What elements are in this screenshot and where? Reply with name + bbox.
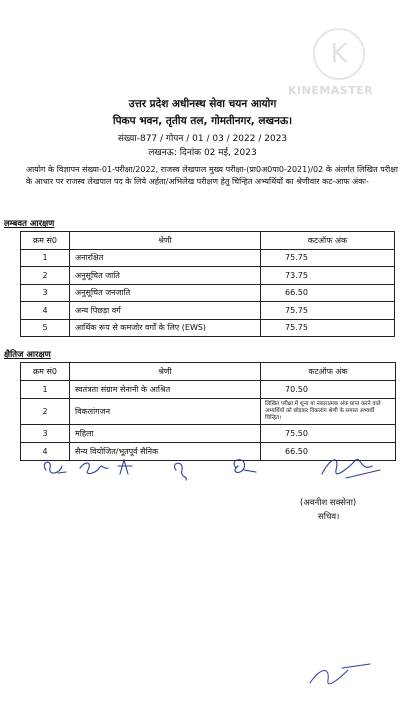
cutoff-cell: 73.75 [261,267,395,285]
category-cell: अनुसूचित जनजाति [70,284,261,302]
table-row [21,284,395,302]
vertical-cutoff-table [20,231,395,337]
col-header-category: श्रेणी [70,232,261,250]
signature-4 [174,463,186,480]
col-header-cutoff: कटऑफ अंक [261,232,395,250]
cutoff-cell: 66.50 [261,443,396,461]
signature-2 [80,463,108,474]
secretary-name: (अवनीश सक्सेना) [300,498,357,508]
cutoff-cell: 70.50 [261,381,396,399]
serial-cell: 4 [21,302,70,320]
horizontal-reservation-title: क्षैतिज आरक्षण [4,350,51,360]
category-cell: अन्य पिछड़ा वर्ग [70,302,261,320]
secretary-designation: सचिव। [318,512,340,522]
col-header-category: श्रेणी [70,363,261,381]
intro-paragraph: आयोग के विज्ञापन संख्या-01-परीक्षा/2022, राजस्व लेखपाल मुख्य परीक्षा-(प्रा0अ0पा0-2021)/02 के अंतर्गत लिखित परीक्षा के आधार पर राजस्व लेखपाल पद के लिये अर्हता/अभिलेख परीक्षण हेतु चिन्हित अभ्यर्थियों का श्रेणीवार कट-आफ अंकः- [26,165,398,186]
category-cell: आर्थिक रूप से कमजोर वर्गों के लिए (EWS) [70,319,261,337]
cutoff-cell: 75.75 [261,319,395,337]
category-cell: स्वतंत्रता संग्राम सेनानी के आश्रित [70,381,261,399]
logo-letter: K [330,39,348,69]
signature-1 [44,462,66,473]
initials-mark [300,648,380,698]
category-cell: अनुसूचित जाति [70,267,261,285]
table-row [21,267,395,285]
category-cell: अनारक्षित [70,249,261,267]
vertical-reservation-title: लम्बवत आरक्षण [4,219,55,229]
signature-5 [234,460,256,473]
col-header-serial: क्रम सं0 [21,232,70,250]
table-row [21,319,395,337]
kinemaster-logo-icon [313,28,365,80]
serial-cell: 5 [21,319,70,337]
category-cell: सैन्य वियोजित/भूतपूर्व सैनिक [70,443,261,461]
table-row [21,249,395,267]
letter-number: संख्या-877 / गोपन / 01 / 03 / 2022 / 2023 [117,134,288,144]
table-row [21,302,395,320]
member-signatures [0,440,405,500]
category-cell: विकलांगजन [70,399,261,425]
commission-address: पिकप भवन, तृतीय तल, गोमतीनगर, लखनऊ। [112,115,293,127]
cutoff-cell: 75.50 [261,425,396,443]
serial-cell: 1 [21,249,70,267]
serial-cell: 3 [21,425,70,443]
table-row [21,399,396,425]
col-header-serial: क्रम सं0 [21,363,70,381]
serial-cell: 2 [21,267,70,285]
letter-date: लखनऊ: दिनांक 02 मई, 2023 [148,148,257,158]
table-header-row [21,232,395,250]
serial-cell: 4 [21,443,70,461]
disability-note-cell: लिखित परीक्षा में शून्य या नकारात्मक अंक प्राप्त करने वाले अभ्यर्थियों को छोड़कर विकलांग श्रेणी के समस्त अभ्यर्थी चिन्हित। [261,399,396,425]
serial-cell: 3 [21,284,70,302]
col-header-cutoff: कटऑफ अंक [261,363,396,381]
signature-secretary [322,459,380,478]
category-cell: महिला [70,425,261,443]
commission-name: उत्तर प्रदेश अधीनस्थ सेवा चयन आयोग [128,98,277,110]
kinemaster-watermark: KINEMASTER [288,84,374,97]
serial-cell: 2 [21,399,70,425]
table-row [21,381,396,399]
cutoff-cell: 75.75 [261,249,395,267]
cutoff-cell: 66.50 [261,284,395,302]
serial-cell: 1 [21,381,70,399]
cutoff-cell: 75.75 [261,302,395,320]
signature-3 [118,460,132,474]
table-header-row [21,363,396,381]
